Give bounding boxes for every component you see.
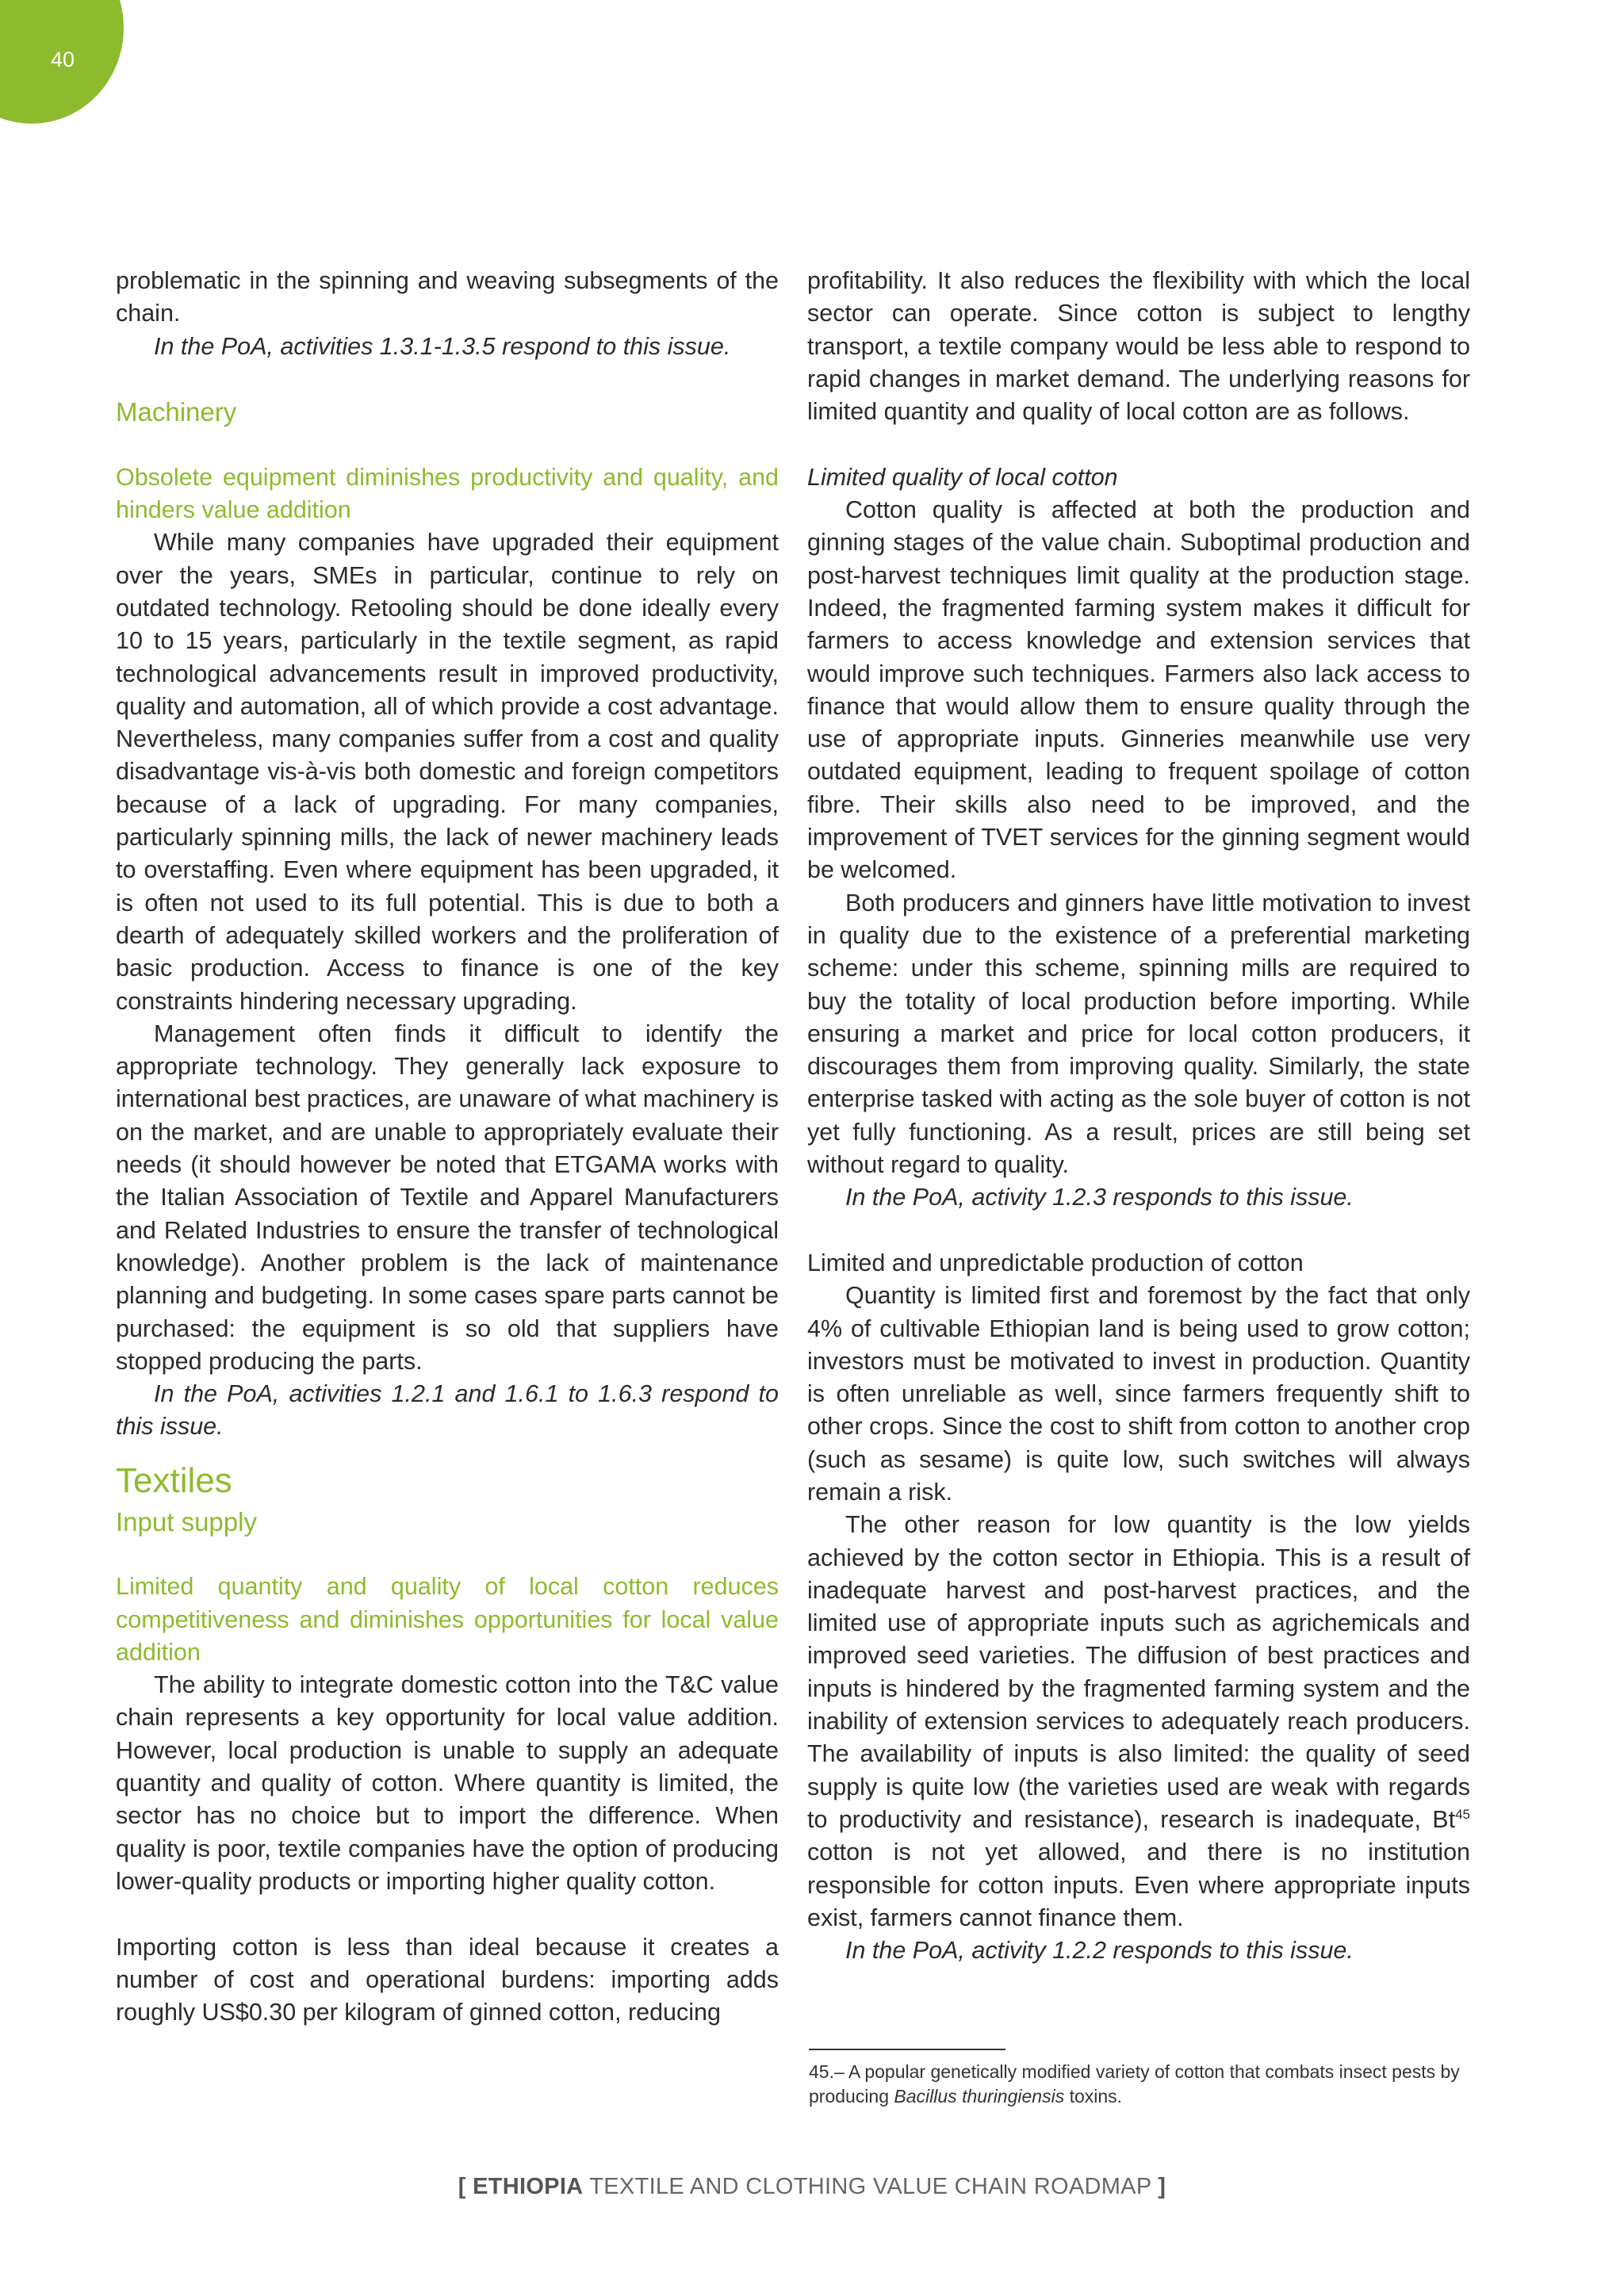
footnote-italic: Bacillus thuringiensis — [894, 2086, 1065, 2107]
paragraph — [807, 1509, 1470, 1934]
subheading-limited-production: Limited and unpredictable production of cotton — [807, 1249, 1304, 1276]
footnote-reference[interactable]: 45 — [1455, 1806, 1470, 1822]
spacer — [116, 1898, 779, 1931]
spacer — [116, 1538, 779, 1571]
paragraph: Quantity is limited first and foremost by the fact that only 4% of cultivable Ethiopian land is being used to grow cotton; investors must be motivated to invest in production. Quantity is often unreliable as well, since farmers frequently shift to other crops. Since the cost to shift from cotton to another crop (such as sesame) is quite low, such switches will always remain a risk. — [807, 1282, 1470, 1506]
issue-heading-obsolete-equipment: Obsolete equipment diminishes productivity and quality, and hinders value addition — [116, 463, 779, 524]
running-footer — [0, 2174, 1624, 2200]
subheading-limited-quality: Limited quality of local cotton — [807, 463, 1118, 491]
paragraph: Management often finds it difficult to identify the appropriate technology. They generally lack exposure to international best practices, are unaware of what machinery is on the market, and are unable to appropriately evaluate their needs (it should however be noted that ETGAMA works with the Italian Association of Textile and Apparel Manufacturers and Related Industries to ensure the transfer of technological knowledge). Another problem is the lack of maintenance planning and budgeting. In some cases spare parts cannot be purchased: the equipment is so old that suppliers have stopped producing the parts. — [116, 1020, 779, 1375]
issue-heading-limited-cotton: Limited quantity and quality of local cotton reduces competitiveness and diminishes opportunities for local value addition — [116, 1573, 779, 1666]
footnote-divider — [809, 2049, 1005, 2050]
paragraph: profitability. It also reduces the flexibility with which the local sector can operate. Since cotton is subject to lengthy transport, a textile company would be less able to respond to rapid changes in market demand. The underlying reasons for limited quantity and quality of local cotton are as follows. — [807, 267, 1470, 426]
footer-bracket-open: [ — [458, 2174, 473, 2199]
paragraph: Cotton quality is affected at both the production and ginning stages of the value chain. Suboptimal production and post-harvest techniques limit quality at the production stage. Indeed, the fragmented farming system makes it difficult for farmers to access knowledge and extension services that would improve such techniques. Farmers also lack access to finance that would allow them to ensure quality through the use of appropriate inputs. Ginneries meanwhile use very outdated equipment, leading to frequent spoilage of cotton fibre. Their skills also need to be improved, and the improvement of TVET services for the ginning segment would be welcomed. — [807, 496, 1470, 884]
paragraph-text: cotton is not yet allowed, and there is no institution responsible for cotton inputs. Even where appropriate inputs exist, farmers cannot finance them. — [807, 1839, 1470, 1931]
footnote-text: 45.– A popular genetically modified variety of cotton that combats insect pests by producing — [809, 2061, 1460, 2107]
paragraph: problematic in the spinning and weaving subsegments of the chain. — [116, 267, 779, 327]
subsection-heading-input-supply: Input supply — [116, 1506, 257, 1536]
left-column — [116, 265, 779, 2029]
spacer — [116, 363, 779, 396]
footnote-text-end: toxins. — [1064, 2086, 1123, 2107]
spacer — [807, 428, 1470, 461]
poa-reference: In the PoA, activity 1.2.3 responds to this issue. — [845, 1184, 1354, 1211]
spacer — [116, 428, 779, 461]
section-heading-machinery: Machinery — [116, 397, 237, 427]
footer-title: TEXTILE AND CLOTHING VALUE CHAIN ROADMAP — [583, 2174, 1159, 2199]
paragraph: The ability to integrate domestic cotton into the T&C value chain represents a key opportunity for local value addition. However, local production is unable to supply an adequate quantity and quality of cotton. Where quantity is limited, the sector has no choice but to import the difference. When quality is poor, textile companies have the option of producing lower-quality products or importing higher quality cotton. — [116, 1671, 779, 1895]
paragraph: Both producers and ginners have little motivation to invest in quality due to the existence of a preferential marketing scheme: under this scheme, spinning mills are required to buy the totality of local production before importing. While ensuring a market and price for local cotton producers, it discourages them from improving quality. Similarly, the state enterprise tasked with acting as the sole buyer of cotton is not yet fully functioning. As a result, prices are still being set without regard to quality. — [807, 889, 1470, 1179]
spacer — [807, 1215, 1470, 1247]
footer-bracket-close: ] — [1158, 2174, 1166, 2199]
right-column — [807, 265, 1470, 1967]
footer-country: ETHIOPIA — [473, 2174, 584, 2199]
paragraph: Importing cotton is less than ideal because it creates a number of cost and operational burdens: importing adds roughly US$0.30 per kilogram of ginned cotton, reducing — [116, 1933, 779, 2026]
footnote — [809, 2060, 1475, 2109]
page-number: 40 — [51, 48, 75, 71]
section-heading-textiles: Textiles — [116, 1460, 232, 1500]
poa-reference: In the PoA, activity 1.2.2 responds to this issue. — [845, 1937, 1354, 1965]
paragraph-text: The other reason for low quantity is the low yields achieved by the cotton sector in Ethiopia. This is a result of inadequate harvest and post-harvest practices, and the limited use of appropriate inputs such as agrichemicals and improved seed varieties. The diffusion of best practices and inputs is hindered by the fragmented farming system and the inability of extension services to adequately reach producers. The availability of inputs is also limited: the quality of seed supply is quite low (the varieties used are weak with regards to productivity and resistance), research is inadequate, Bt — [807, 1511, 1470, 1833]
paragraph: While many companies have upgraded their equipment over the years, SMEs in particular, continue to rely on outdated technology. Retooling should be done ideally every 10 to 15 years, particularly in the textile segment, as rapid technological advancements result in improved productivity, quality and automation, all of which provide a cost advantage. Nevertheless, many companies suffer from a cost and quality disadvantage vis-à-vis both domestic and foreign competitors because of a lack of upgrading. For many companies, particularly spinning mills, the lack of newer machinery leads to overstaffing. Even where equipment has been upgraded, it is often not used to its full potential. This is due to both a dearth of adequately skilled workers and the proliferation of basic production. Access to finance is one of the key constraints hindering necessary upgrading. — [116, 529, 779, 1015]
poa-reference: In the PoA, activities 1.3.1-1.3.5 respond to this issue. — [154, 332, 731, 360]
poa-reference: In the PoA, activities 1.2.1 and 1.6.1 to 1.6.3 respond to this issue. — [116, 1380, 779, 1441]
spacer — [116, 1444, 779, 1456]
